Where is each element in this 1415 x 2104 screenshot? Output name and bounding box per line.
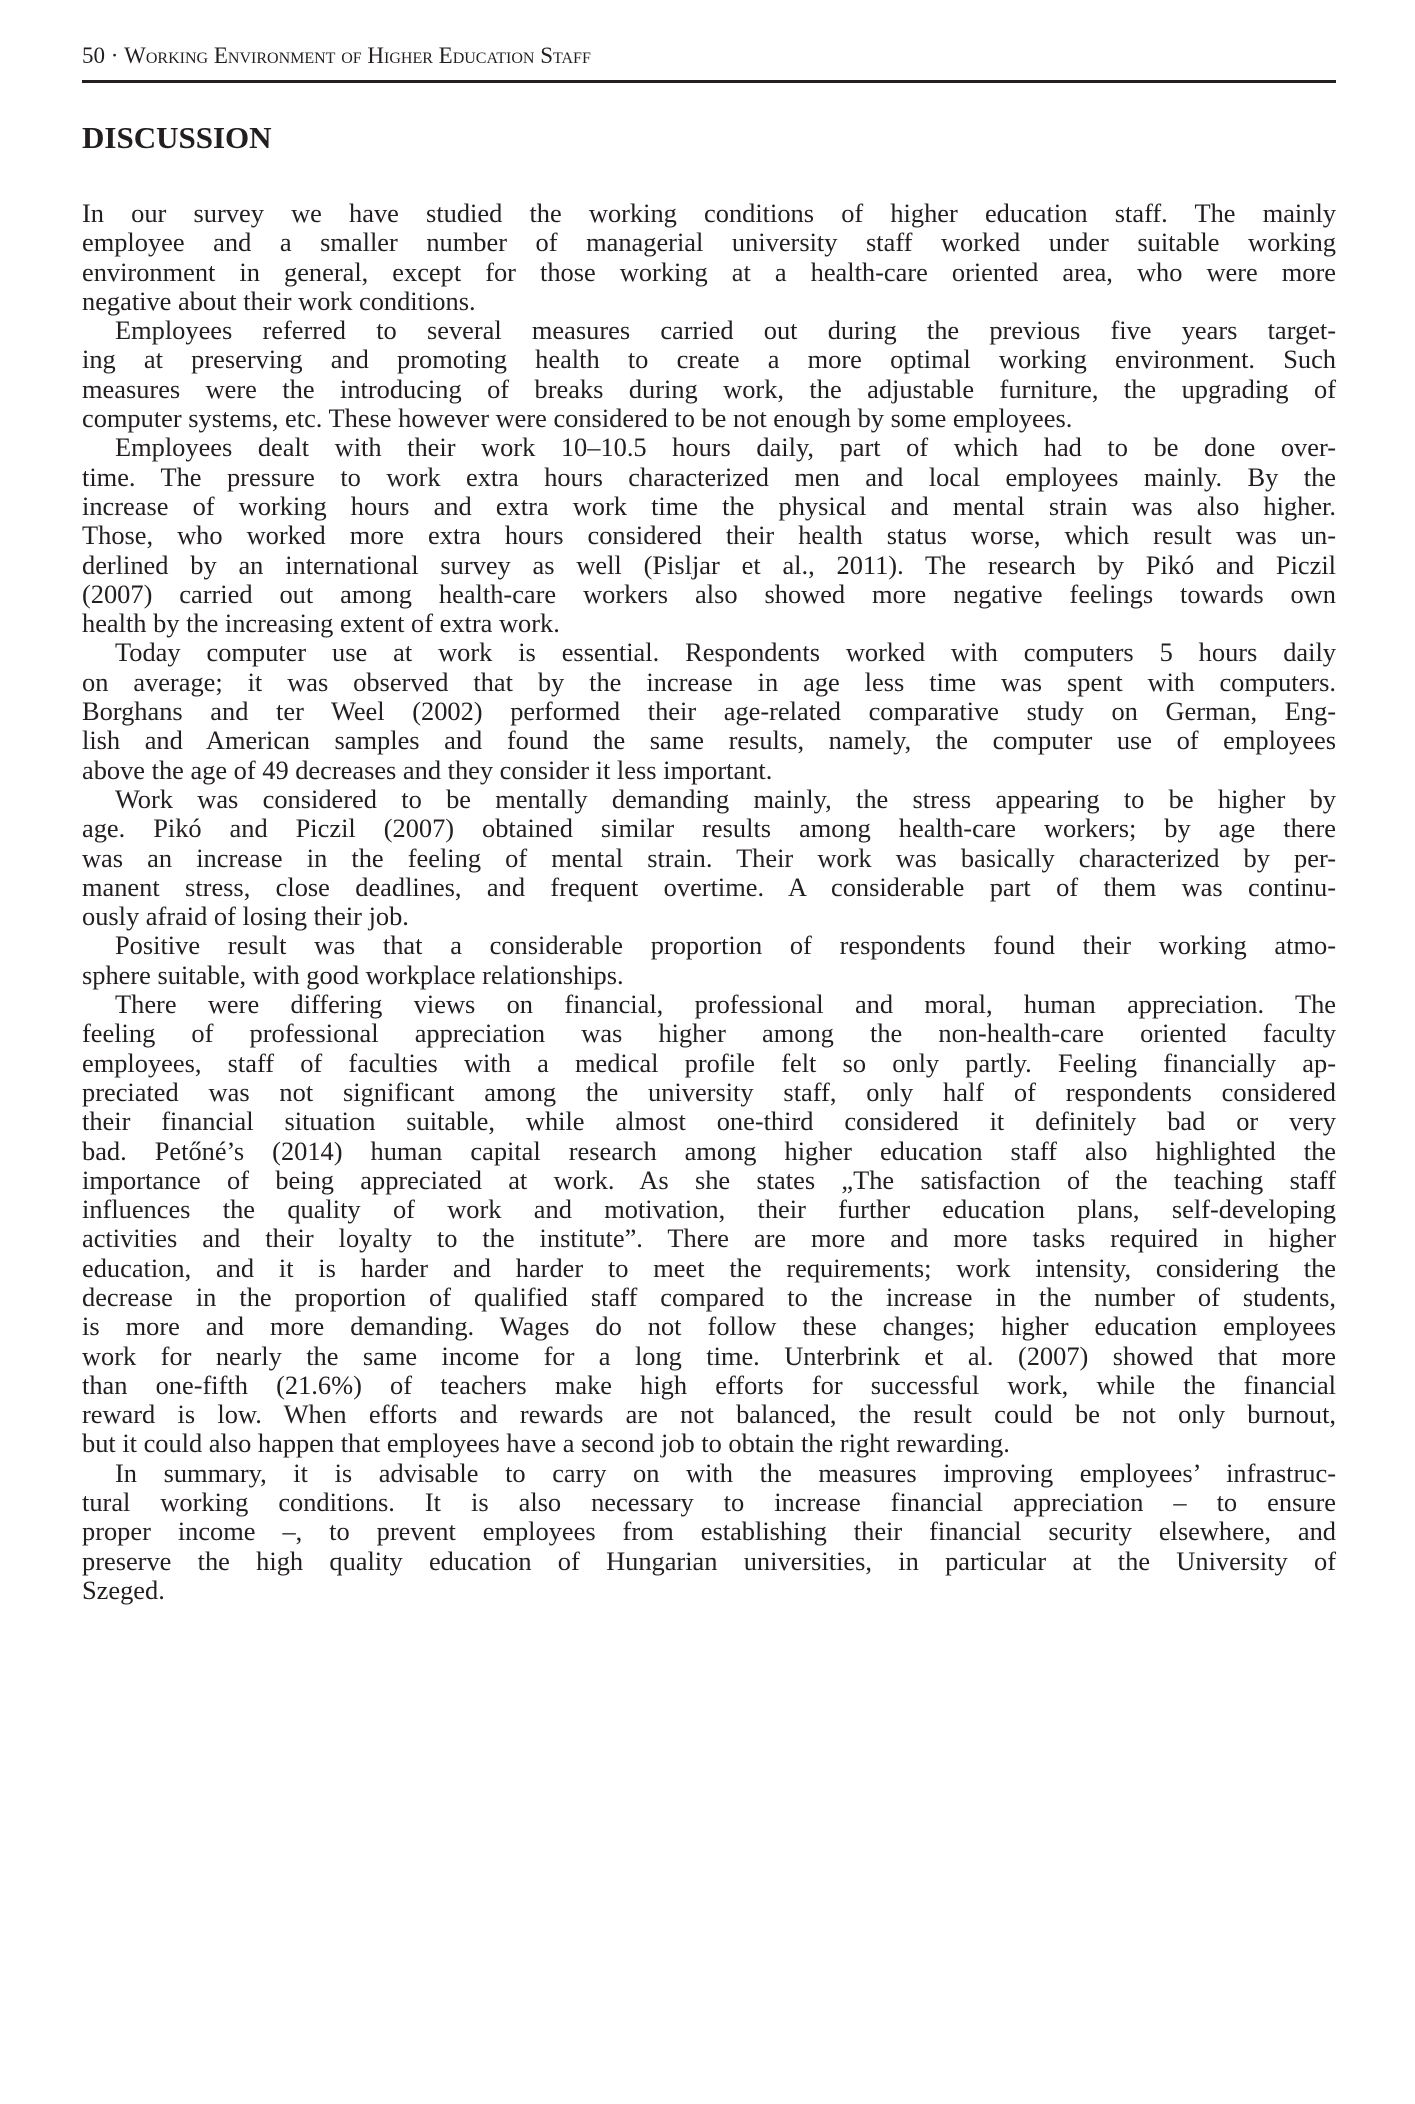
text-line: importance of being appreciated at work. As she states „The satisfaction of the teaching staff xyxy=(82,1164,1336,1195)
text-line: negative about their work conditions. xyxy=(82,285,476,316)
text-line: environment in general, except for those working at a health-care oriented area, who were more xyxy=(82,256,1336,287)
text-line: Work was considered to be mentally demanding mainly, the stress appearing to be higher by xyxy=(115,783,1336,814)
text-line: employees, staff of faculties with a medical profile felt so only partly. Feeling financially ap- xyxy=(82,1047,1336,1078)
text-line: reward is low. When efforts and rewards are not balanced, the result could be not only burnout, xyxy=(82,1399,1336,1430)
paragraph xyxy=(82,1459,1336,1605)
text-line: feeling of professional appreciation was higher among the non-health-care oriented faculty xyxy=(82,1018,1336,1049)
text-line: increase of working hours and extra work time the physical and mental strain was also higher. xyxy=(82,490,1336,521)
text-line: There were differing views on financial, professional and moral, human appreciation. The xyxy=(115,989,1336,1020)
paragraph xyxy=(82,990,1336,1459)
header-rule xyxy=(82,80,1336,83)
text-line: but it could also happen that employees have a second job to obtain the right rewarding. xyxy=(82,1428,1010,1459)
text-line: preciated was not significant among the university staff, only half of respondents considered xyxy=(82,1076,1336,1107)
text-line: decrease in the proportion of qualified staff compared to the increase in the number of students, xyxy=(82,1281,1336,1312)
section-title: DISCUSSION xyxy=(82,120,272,155)
paragraph xyxy=(82,433,1336,638)
text-line: work for nearly the same income for a long time. Unterbrink et al. (2007) showed that more xyxy=(82,1340,1336,1371)
text-line: tural working conditions. It is also necessary to increase financial appreciation – to ensure xyxy=(82,1487,1336,1518)
text-line: computer systems, etc. These however were considered to be not enough by some employees. xyxy=(82,403,1073,434)
running-head-separator: · xyxy=(110,43,119,68)
text-line: Positive result was that a considerable proportion of respondents found their working atmo- xyxy=(115,930,1336,961)
paragraph xyxy=(82,785,1336,931)
text-line: health by the increasing extent of extra work. xyxy=(82,608,560,639)
text-line: sphere suitable, with good workplace relationships. xyxy=(82,959,624,990)
text-line: preserve the high quality education of Hungarian universities, in particular at the University of xyxy=(82,1545,1336,1576)
paragraph xyxy=(82,199,1336,316)
text-line: proper income –, to prevent employees from establishing their financial security elsewhere, and xyxy=(82,1516,1336,1547)
text-line: manent stress, close deadlines, and frequent overtime. A considerable part of them was continu- xyxy=(82,871,1336,902)
text-line: education, and it is harder and harder to meet the requirements; work intensity, considering the xyxy=(82,1252,1336,1283)
text-line: time. The pressure to work extra hours characterized men and local employees mainly. By the xyxy=(82,461,1336,492)
running-head xyxy=(82,43,591,69)
text-line: than one-fifth (21.6%) of teachers make high efforts for successful work, while the financial xyxy=(82,1369,1336,1400)
text-line: Borghans and ter Weel (2002) performed their age-related comparative study on German, Eng- xyxy=(82,696,1336,727)
text-line: measures were the introducing of breaks during work, the adjustable furniture, the upgrading of xyxy=(82,373,1336,404)
text-line: lish and American samples and found the same results, namely, the computer use of employees xyxy=(82,725,1336,756)
text-line: Szeged. xyxy=(82,1574,165,1605)
paragraph xyxy=(82,638,1336,784)
text-line: ing at preserving and promoting health to create a more optimal working environment. Such xyxy=(82,344,1336,375)
text-line: bad. Petőné’s (2014) human capital research among higher education staff also highlighted the xyxy=(82,1135,1336,1166)
body-text xyxy=(82,199,1336,1605)
text-line: was an increase in the feeling of mental strain. Their work was basically characterized by per- xyxy=(82,842,1336,873)
page-number: 50 xyxy=(82,43,105,68)
text-line: Those, who worked more extra hours considered their health status worse, which result was un- xyxy=(82,520,1336,551)
text-line: above the age of 49 decreases and they consider it less important. xyxy=(82,754,773,785)
text-line: Employees referred to several measures carried out during the previous five years target- xyxy=(115,315,1336,346)
text-line: (2007) carried out among health-care workers also showed more negative feelings towards own xyxy=(82,578,1336,609)
text-line: Employees dealt with their work 10–10.5 hours daily, part of which had to be done over- xyxy=(115,432,1336,463)
text-line: on average; it was observed that by the increase in age less time was spent with computers. xyxy=(82,666,1336,697)
text-line: In our survey we have studied the working conditions of higher education staff. The mainly xyxy=(82,198,1336,228)
text-line: influences the quality of work and motivation, their further education plans, self-developing xyxy=(82,1194,1336,1225)
text-line: employee and a smaller number of managerial university staff worked under suitable working xyxy=(82,227,1336,258)
text-line: activities and their loyalty to the institute”. There are more and more tasks required in higher xyxy=(82,1223,1336,1254)
text-line: In summary, it is advisable to carry on with the measures improving employees’ infrastruc- xyxy=(115,1457,1336,1488)
text-line: Today computer use at work is essential. Respondents worked with computers 5 hours daily xyxy=(115,637,1336,668)
text-line: their financial situation suitable, while almost one-third considered it definitely bad or very xyxy=(82,1106,1336,1137)
paragraph xyxy=(82,316,1336,433)
paragraph xyxy=(82,931,1336,990)
text-line: age. Pikó and Piczil (2007) obtained similar results among health-care workers; by age there xyxy=(82,813,1336,844)
text-line: derlined by an international survey as well (Pisljar et al., 2011). The research by Pikó and Piczil xyxy=(82,549,1336,580)
running-head-title: Working Environment of Higher Education Staff xyxy=(124,43,591,68)
text-line: is more and more demanding. Wages do not follow these changes; higher education employees xyxy=(82,1311,1336,1342)
text-line: ously afraid of losing their job. xyxy=(82,901,409,932)
